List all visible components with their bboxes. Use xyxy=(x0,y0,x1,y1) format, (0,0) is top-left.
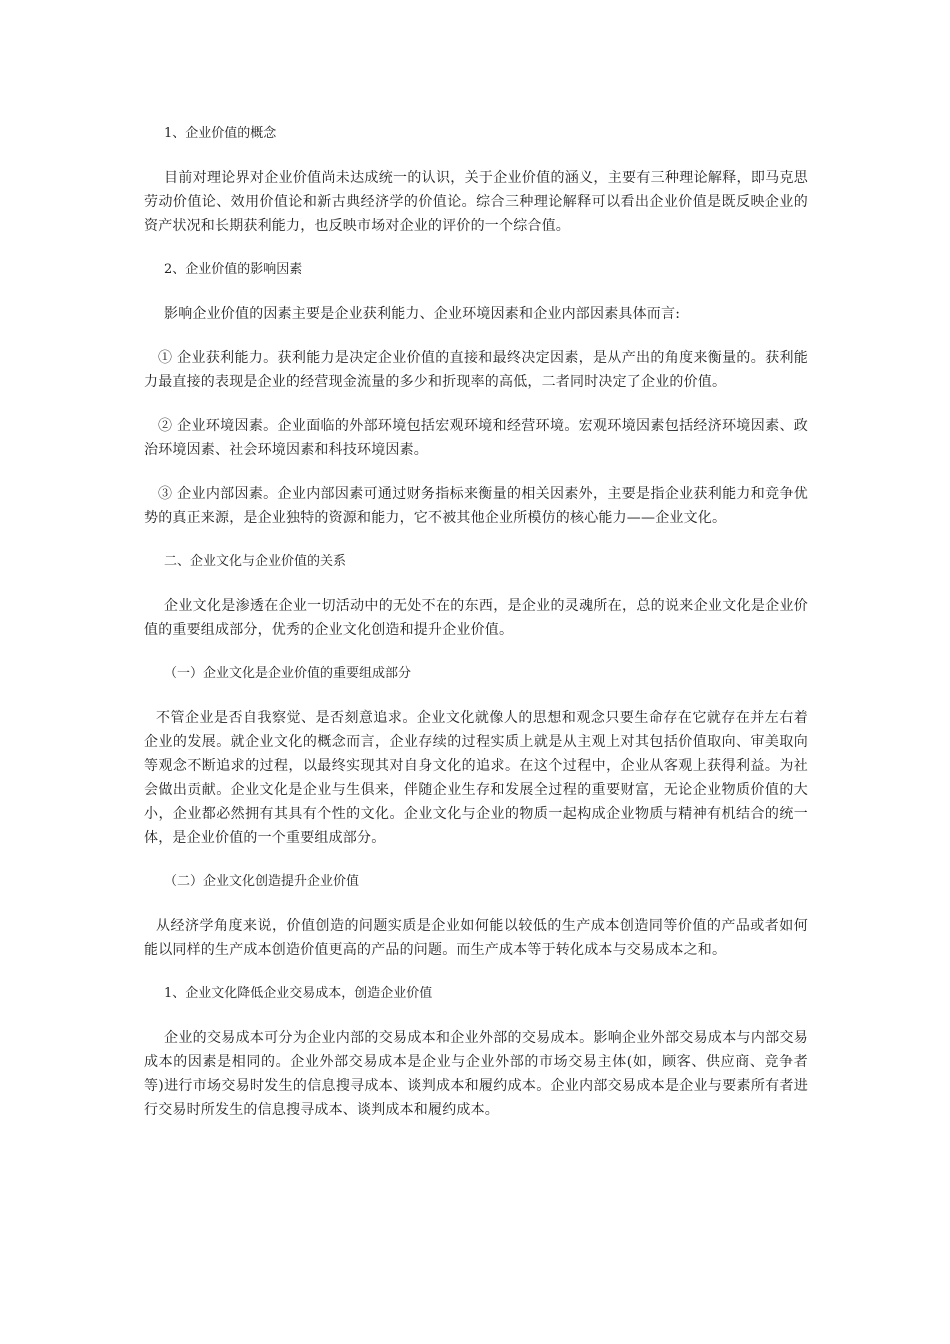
paragraph-economics-view: 从经济学角度来说，价值创造的问题实质是企业如何能以较低的生产成本创造同等价值的产品或者如何能以同样的生产成本创造价值更高的产品的问题。而生产成本等于转化成本与交易成本之和。 xyxy=(144,918,808,958)
paragraph-factors-intro: 影响企业价值的因素主要是企业获利能力、企业环境因素和企业内部因素具体而言: xyxy=(164,306,681,322)
paragraph-transaction-cost: 企业的交易成本可分为企业内部的交易成本和企业外部的交易成本。影响企业外部交易成本与内部交易成本的因素是相同的。企业外部交易成本是企业与企业外部的市场交易主体(如，顾客、供应商、竞争者等)进行市场交易时发生的信息搜寻成本、谈判成本和履约成本。企业内部交易成本是企业与要素所有者进行交易时所发生的信息搜寻成本、谈判成本和履约成本。 xyxy=(144,1030,808,1118)
heading-culture-component: （一）企业文化是企业价值的重要组成部分 xyxy=(164,666,412,681)
document-page xyxy=(144,122,808,1138)
paragraph-culture-component: 不管企业是否自我察觉、是否刻意追求。企业文化就像人的思想和观念只要生命存在它就存在并左右着企业的发展。就企业文化的概念而言，企业存续的过程实质上就是从主观上对其包括价值取向、审美取向等观念不断追求的过程，以最终实现其对自身文化的追求。在这个过程中，企业从客观上获得利益。为社会做出贡献。企业文化是企业与生俱来，伴随企业生存和发展全过程的重要财富，无论企业物质价值的大小，企业都必然拥有其具有个性的文化。企业文化与企业的物质一起构成企业物质与精神有机结合的统一体，是企业价值的一个重要组成部分。 xyxy=(144,710,808,846)
list-item-internal-factors: ③ 企业内部因素。企业内部因素可通过财务指标来衡量的相关因素外，主要是指企业获利能力和竞争优势的真正来源，是企业独特的资源和能力，它不被其他企业所模仿的核心能力——企业文化。 xyxy=(144,486,808,526)
list-item-profitability: ① 企业获利能力。获利能力是决定企业价值的直接和最终决定因素，是从产出的角度来衡量的。获利能力最直接的表现是企业的经营现金流量的多少和折现率的高低，二者同时决定了企业的价值。 xyxy=(144,350,808,390)
paragraph-culture-soul: 企业文化是渗透在企业一切活动中的无处不在的东西，是企业的灵魂所在，总的说来企业文化是企业价值的重要组成部分，优秀的企业文化创造和提升企业价值。 xyxy=(144,598,808,638)
list-item-environment: ② 企业环境因素。企业面临的外部环境包括宏观环境和经营环境。宏观环境因素包括经济环境因素、政治环境因素、社会环境因素和科技环境因素。 xyxy=(144,418,808,458)
heading-culture-creates-value: （二）企业文化创造提升企业价值 xyxy=(164,874,360,889)
paragraph-value-definition: 目前对理论界对企业价值尚未达成统一的认识，关于企业价值的涵义，主要有三种理论解释，即马克思劳动价值论、效用价值论和新古典经济学的价值论。综合三种理论解释可以看出企业价值是既反映企业的资产状况和长期获利能力，也反映市场对企业的评价的一个综合值。 xyxy=(144,170,808,234)
heading-transaction-cost: 1、企业文化降低企业交易成本，创造企业价值 xyxy=(164,986,433,1001)
heading-culture-value-relation: 二、企业文化与企业价值的关系 xyxy=(164,554,347,569)
heading-enterprise-value-concept: 1、企业价值的概念 xyxy=(164,126,277,141)
heading-value-factors: 2、企业价值的影响因素 xyxy=(164,262,303,277)
